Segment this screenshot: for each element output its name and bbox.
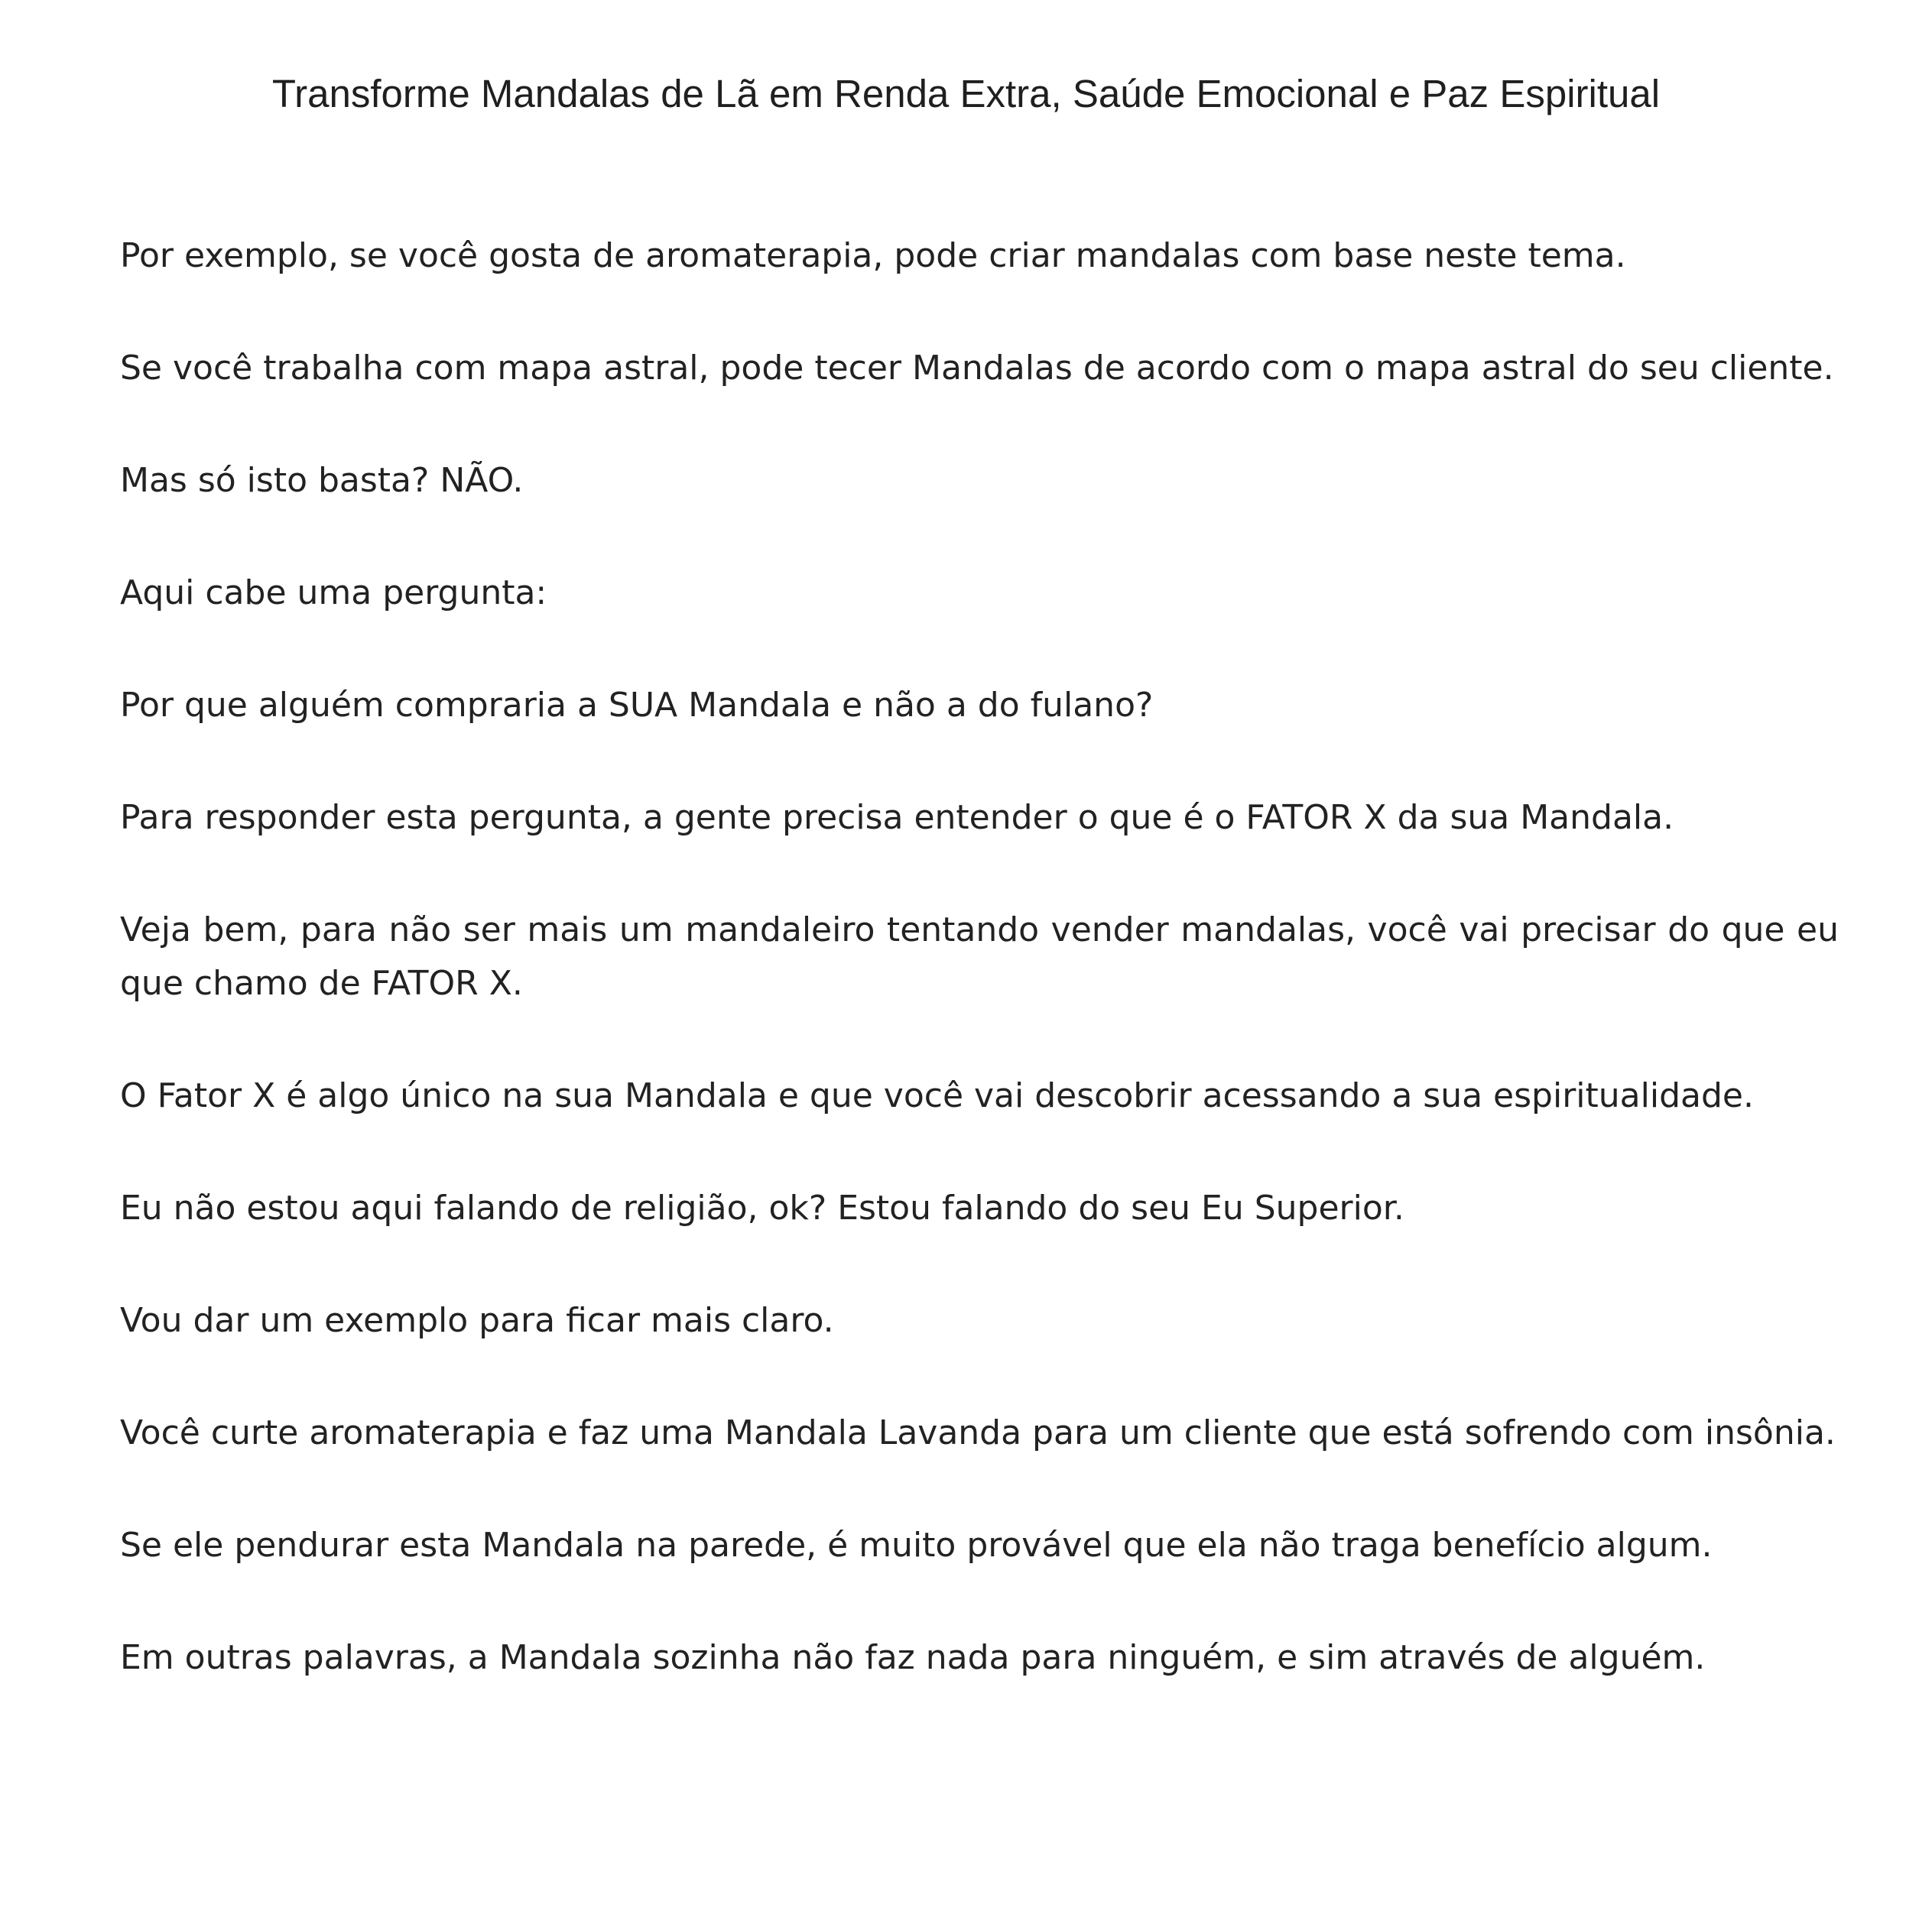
paragraph: O Fator X é algo único na sua Mandala e que você vai descobrir acessando a sua espiritualidade. — [120, 1076, 1754, 1115]
paragraph: Mas só isto basta? NÃO. — [120, 461, 524, 500]
paragraph: Aqui cabe uma pergunta: — [120, 573, 547, 612]
paragraph: Se ele pendurar esta Mandala na parede, é muito provável que ela não traga benefício algum. — [120, 1526, 1713, 1565]
paragraph: Para responder esta pergunta, a gente precisa entender o que é o FATOR X da sua Mandala. — [120, 798, 1674, 837]
page-header-title: Transforme Mandalas de Lã em Renda Extra, Saúde Emocional e Paz Espiritual — [271, 72, 1661, 115]
paragraph: Você curte aromaterapia e faz uma Mandala Lavanda para um cliente que está sofrendo com insônia. — [120, 1413, 1836, 1452]
paragraph: Eu não estou aqui falando de religião, ok? Estou falando do seu Eu Superior. — [120, 1189, 1404, 1228]
document-body — [120, 229, 1839, 1744]
paragraph: Por que alguém compraria a SUA Mandala e não a do fulano? — [120, 686, 1154, 725]
paragraph: Vou dar um exemplo para ficar mais claro. — [120, 1301, 834, 1340]
paragraph: Se você trabalha com mapa astral, pode tecer Mandalas de acordo com o mapa astral do seu cliente. — [120, 349, 1834, 388]
paragraph: Por exemplo, se você gosta de aromaterapia, pode criar mandalas com base neste tema. — [120, 236, 1626, 275]
paragraph: Em outras palavras, a Mandala sozinha não faz nada para ninguém, e sim através de alguém. — [120, 1638, 1706, 1677]
paragraph: Veja bem, para não ser mais um mandaleiro tentando vender mandalas, você vai precisar do que eu que chamo de FATOR X. — [120, 910, 1839, 1003]
